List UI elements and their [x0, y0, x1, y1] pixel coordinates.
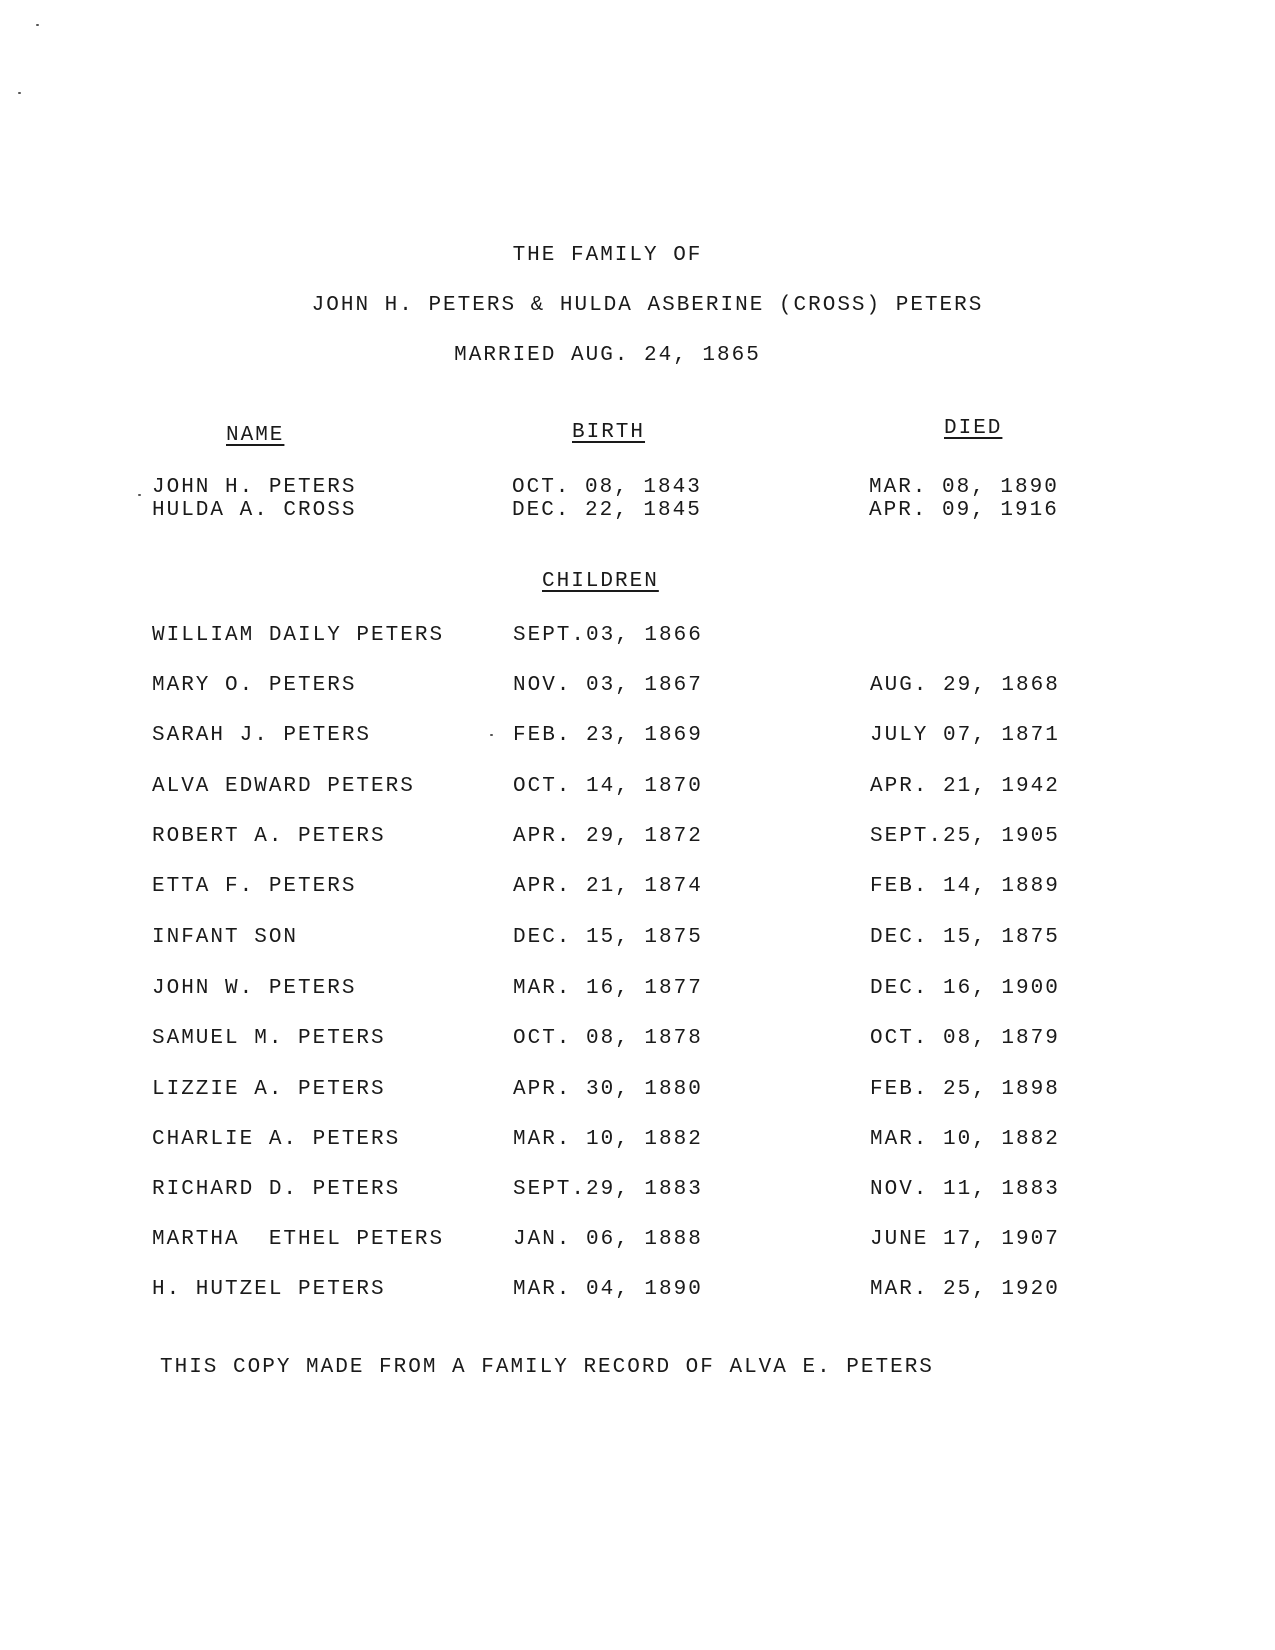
death-date: FEB. 14, 1889 [870, 875, 1060, 898]
birth-date: MAR. 04, 1890 [513, 1278, 703, 1301]
parent-row [0, 499, 1275, 523]
person-name: SARAH J. PETERS [152, 724, 372, 747]
birth-date: DEC. 15, 1875 [513, 926, 703, 949]
death-date: JULY 07, 1871 [870, 724, 1060, 747]
person-name: JOHN H. PETERS [152, 476, 357, 499]
child-row [0, 775, 1275, 799]
death-date: APR. 09, 1916 [869, 499, 1059, 522]
child-row [0, 1278, 1275, 1302]
birth-date: NOV. 03, 1867 [513, 674, 703, 697]
column-header-birth: BIRTH [572, 421, 646, 444]
document-title: THE FAMILY OF [512, 244, 703, 267]
child-row [0, 674, 1275, 698]
death-date: FEB. 25, 1898 [870, 1078, 1060, 1101]
birth-date: APR. 30, 1880 [513, 1078, 703, 1101]
birth-date: OCT. 14, 1870 [513, 775, 703, 798]
death-date: SEPT.25, 1905 [870, 825, 1060, 848]
death-date: OCT. 08, 1879 [870, 1027, 1060, 1050]
birth-date: DEC. 22, 1845 [512, 499, 702, 522]
person-name: MARTHA ETHEL PETERS [152, 1228, 445, 1251]
person-name: LIZZIE A. PETERS [152, 1078, 386, 1101]
birth-date: OCT. 08, 1843 [512, 476, 702, 499]
person-name: ETTA F. PETERS [152, 875, 357, 898]
person-name: INFANT SON [152, 926, 299, 949]
child-row [0, 1178, 1275, 1202]
death-date: DEC. 16, 1900 [870, 977, 1060, 1000]
child-row [0, 1078, 1275, 1102]
person-name: HULDA A. CROSS [152, 499, 357, 522]
death-date: AUG. 29, 1868 [870, 674, 1060, 697]
birth-date: APR. 29, 1872 [513, 825, 703, 848]
person-name: WILLIAM DAILY PETERS [152, 624, 445, 647]
death-date: MAR. 08, 1890 [869, 476, 1059, 499]
death-date: MAR. 25, 1920 [870, 1278, 1060, 1301]
person-name: H. HUTZEL PETERS [152, 1278, 386, 1301]
birth-date: MAR. 16, 1877 [513, 977, 703, 1000]
child-row [0, 977, 1275, 1001]
children-heading: CHILDREN [542, 570, 659, 593]
person-name: JOHN W. PETERS [152, 977, 357, 1000]
child-row [0, 1228, 1275, 1252]
birth-date: SEPT.29, 1883 [513, 1178, 703, 1201]
birth-date: SEPT.03, 1866 [513, 624, 703, 647]
footer-note: THIS COPY MADE FROM A FAMILY RECORD OF ALVA E. PETERS [160, 1356, 934, 1379]
death-date: JUNE 17, 1907 [870, 1228, 1060, 1251]
marriage-date: MARRIED AUG. 24, 1865 [454, 344, 761, 367]
child-row [0, 926, 1275, 950]
child-row [0, 1128, 1275, 1152]
child-row [0, 624, 1275, 648]
scan-speck [36, 24, 39, 26]
death-date: APR. 21, 1942 [870, 775, 1060, 798]
scan-speck [138, 494, 141, 496]
death-date: NOV. 11, 1883 [870, 1178, 1060, 1201]
child-row [0, 724, 1275, 748]
person-name: ALVA EDWARD PETERS [152, 775, 415, 798]
parent-row [0, 476, 1275, 500]
birth-date: OCT. 08, 1878 [513, 1027, 703, 1050]
scan-speck [490, 734, 493, 736]
person-name: MARY O. PETERS [152, 674, 357, 697]
birth-date: JAN. 06, 1888 [513, 1228, 703, 1251]
person-name: ROBERT A. PETERS [152, 825, 386, 848]
scan-speck [18, 92, 21, 94]
column-header-name: NAME [226, 424, 285, 447]
person-name: CHARLIE A. PETERS [152, 1128, 401, 1151]
person-name: RICHARD D. PETERS [152, 1178, 401, 1201]
death-date: DEC. 15, 1875 [870, 926, 1060, 949]
death-date: MAR. 10, 1882 [870, 1128, 1060, 1151]
person-name: SAMUEL M. PETERS [152, 1027, 386, 1050]
child-row [0, 825, 1275, 849]
birth-date: APR. 21, 1874 [513, 875, 703, 898]
birth-date: FEB. 23, 1869 [513, 724, 703, 747]
column-header-died: DIED [944, 417, 1003, 440]
document-subtitle: JOHN H. PETERS & HULDA ASBERINE (CROSS) PETERS [311, 294, 984, 317]
child-row [0, 875, 1275, 899]
birth-date: MAR. 10, 1882 [513, 1128, 703, 1151]
child-row [0, 1027, 1275, 1051]
